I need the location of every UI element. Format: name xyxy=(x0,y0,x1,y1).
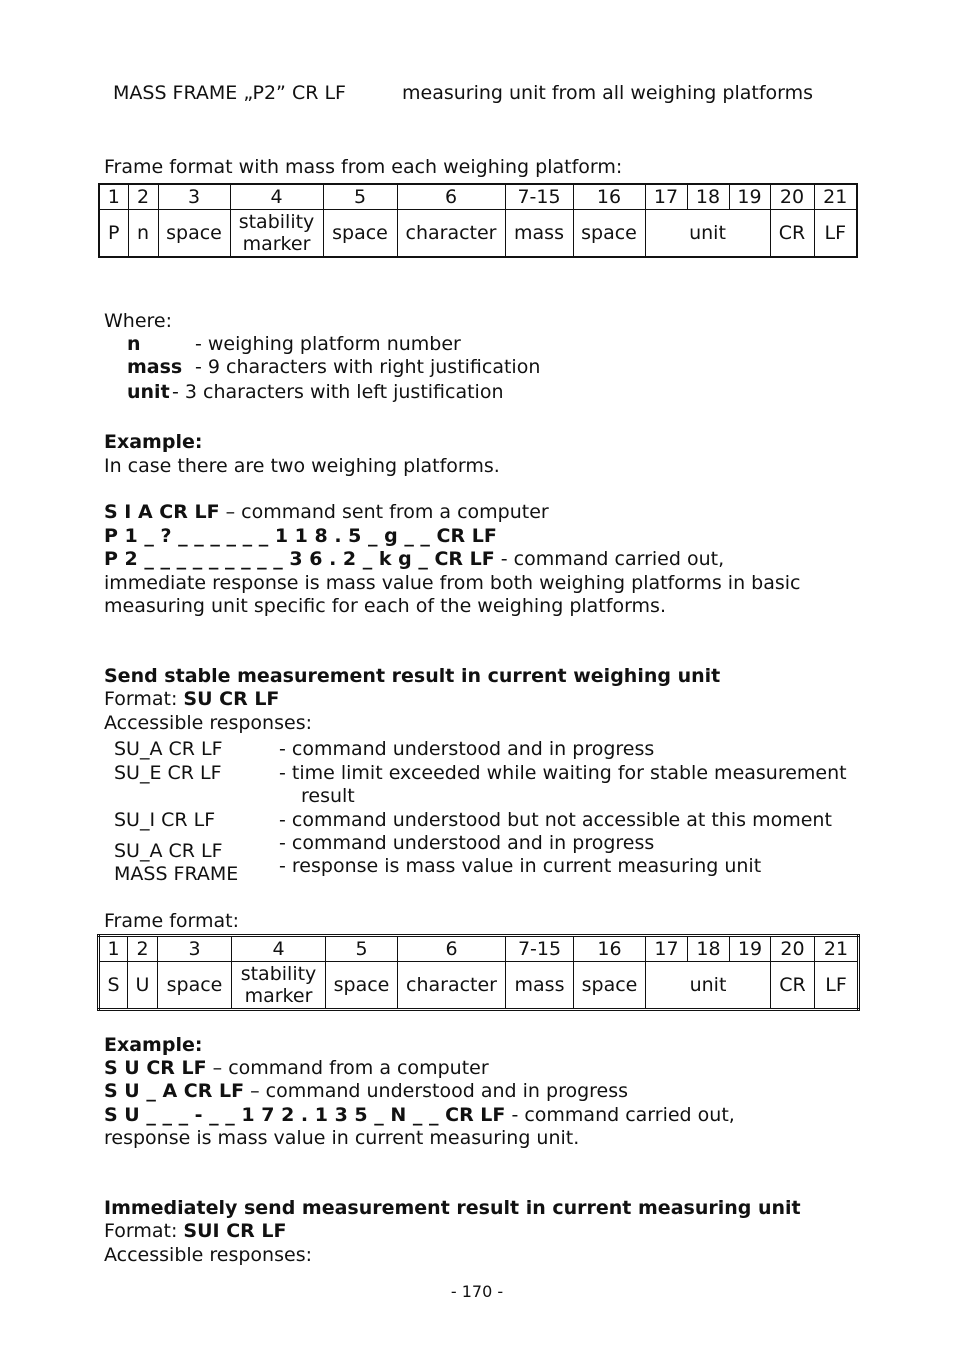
frame2-header-cell: 16 xyxy=(574,936,646,962)
frame1-value-row xyxy=(99,210,857,258)
frame2-header-cell: 3 xyxy=(158,936,232,962)
where-label: Where: xyxy=(104,310,173,332)
sui-format: Format: SUI CR LF xyxy=(104,1220,287,1242)
frame2-header-cell: 18 xyxy=(688,936,730,962)
frame1-cell-space: space xyxy=(158,210,230,258)
frame2-header-cell: 1 xyxy=(99,936,128,962)
where-term-n: n xyxy=(127,333,141,355)
example2-heading: Example: xyxy=(104,1034,203,1056)
page-number: - 170 - xyxy=(450,1282,504,1301)
su-response-code: SU_A CR LF xyxy=(114,738,223,760)
example1-heading: Example: xyxy=(104,431,203,453)
frame1-header-cell: 18 xyxy=(687,184,729,210)
example2-line-result: S U _ _ _ - _ _ 1 7 2 . 1 3 5 _ N _ _ CR LF - command carried out, xyxy=(104,1104,735,1126)
su-response-code: SU_A CR LF xyxy=(114,840,223,862)
frame1-header-cell: 3 xyxy=(158,184,230,210)
frame2-header-cell: 2 xyxy=(128,936,158,962)
frame2-cell-s: S xyxy=(99,962,128,1010)
frame1-cell-lf: LF xyxy=(814,210,857,258)
stability-text: stability xyxy=(238,211,315,233)
frame1-header-row xyxy=(99,184,857,210)
frame2-header-cell: 20 xyxy=(771,936,815,962)
frame1-header-cell: 17 xyxy=(645,184,687,210)
marker-text: marker xyxy=(244,985,313,1007)
frame2-cell-stability-marker xyxy=(232,962,326,1010)
su-response-code: SU_E CR LF xyxy=(114,762,222,784)
frame2-cell-character: character xyxy=(398,962,506,1010)
example1-response-p1: P 1 _ ? _ _ _ _ _ _ 1 1 8 . 5 _ g _ _ CR LF xyxy=(104,525,497,547)
where-term-unit: unit xyxy=(127,381,170,403)
sui-responses-label: Accessible responses: xyxy=(104,1244,312,1266)
frame1-table xyxy=(98,183,858,258)
frame2-header-cell: 7-15 xyxy=(506,936,574,962)
su-response-code: SU_I CR LF xyxy=(114,809,216,831)
frame1-header-cell: 6 xyxy=(397,184,505,210)
frame1-title: Frame format with mass from each weighing platform: xyxy=(104,156,623,178)
stability-text: stability xyxy=(240,963,317,985)
frame2-cell-cr: CR xyxy=(771,962,815,1010)
frame1-cell-character: character xyxy=(397,210,505,258)
frame1-header-cell: 16 xyxy=(573,184,645,210)
su-response-desc: - command understood and in progress xyxy=(279,832,655,854)
su-response-desc: - command understood and in progress xyxy=(279,738,655,760)
frame2-cell-space: space xyxy=(158,962,232,1010)
frame2-header-cell: 5 xyxy=(326,936,398,962)
where-desc-mass: - 9 characters with right justification xyxy=(195,356,541,378)
su-response-desc: - command understood but not accessible at this moment xyxy=(279,809,832,831)
frame1-header-cell: 7-15 xyxy=(505,184,573,210)
frame2-title: Frame format: xyxy=(104,910,240,932)
frame1-cell-unit: unit xyxy=(645,210,770,258)
frame2-table xyxy=(97,934,860,1011)
example2-line-explanation: response is mass value in current measuring unit. xyxy=(104,1127,580,1149)
example1-explanation-2: measuring unit specific for each of the weighing platforms. xyxy=(104,595,666,617)
top-frame-label: MASS FRAME „P2” CR LF xyxy=(113,82,346,104)
frame2-header-cell: 19 xyxy=(730,936,771,962)
where-term-mass: mass xyxy=(127,356,183,378)
example2-line-progress: S U _ A CR LF – command understood and in progress xyxy=(104,1080,629,1102)
top-frame-description: measuring unit from all weighing platforms xyxy=(402,82,814,104)
sui-heading: Immediately send measurement result in current measuring unit xyxy=(104,1197,801,1219)
frame1-cell-mass: mass xyxy=(505,210,573,258)
example1-command: S I A CR LF – command sent from a computer xyxy=(104,501,549,523)
su-response-code-mass-frame: MASS FRAME xyxy=(114,863,239,885)
frame2-header-cell: 6 xyxy=(398,936,506,962)
frame1-cell-stability-marker xyxy=(230,210,323,258)
example1-explanation-1: immediate response is mass value from both weighing platforms in basic xyxy=(104,572,801,594)
su-response-desc-mass: - response is mass value in current measuring unit xyxy=(279,855,762,877)
where-desc-n: - weighing platform number xyxy=(195,333,461,355)
marker-text: marker xyxy=(242,233,311,255)
frame2-header-row xyxy=(99,936,859,962)
frame2-cell-space: space xyxy=(574,962,646,1010)
frame2-value-row xyxy=(99,962,859,1010)
frame1-header-cell: 21 xyxy=(814,184,857,210)
frame1-cell-space: space xyxy=(573,210,645,258)
frame1-header-cell: 20 xyxy=(770,184,814,210)
su-responses-label: Accessible responses: xyxy=(104,712,312,734)
frame1-header-cell: 19 xyxy=(729,184,770,210)
frame2-header-cell: 17 xyxy=(646,936,688,962)
su-response-desc: - time limit exceeded while waiting for stable measurement xyxy=(279,762,847,784)
frame2-cell-space: space xyxy=(326,962,398,1010)
frame1-cell-space: space xyxy=(323,210,397,258)
su-format: Format: SU CR LF xyxy=(104,688,280,710)
frame1-cell-p: P xyxy=(99,210,128,258)
su-response-desc-cont: result xyxy=(301,785,355,807)
example1-response-p2: P 2 _ _ _ _ _ _ _ _ _ 3 6 . 2 _ k g _ CR LF - command carried out, xyxy=(104,548,725,570)
example1-intro: In case there are two weighing platforms. xyxy=(104,455,500,477)
frame1-cell-n: n xyxy=(128,210,158,258)
frame2-cell-lf: LF xyxy=(815,962,859,1010)
frame1-cell-cr: CR xyxy=(770,210,814,258)
frame2-header-cell: 21 xyxy=(815,936,859,962)
frame2-cell-u: U xyxy=(128,962,158,1010)
frame1-header-cell: 5 xyxy=(323,184,397,210)
where-desc-unit: - 3 characters with left justification xyxy=(172,381,504,403)
frame1-header-cell: 2 xyxy=(128,184,158,210)
su-heading: Send stable measurement result in current weighing unit xyxy=(104,665,721,687)
frame2-header-cell: 4 xyxy=(232,936,326,962)
frame1-header-cell: 4 xyxy=(230,184,323,210)
example2-line-command: S U CR LF – command from a computer xyxy=(104,1057,489,1079)
frame1-header-cell: 1 xyxy=(99,184,128,210)
frame2-cell-unit: unit xyxy=(646,962,771,1010)
frame2-cell-mass: mass xyxy=(506,962,574,1010)
